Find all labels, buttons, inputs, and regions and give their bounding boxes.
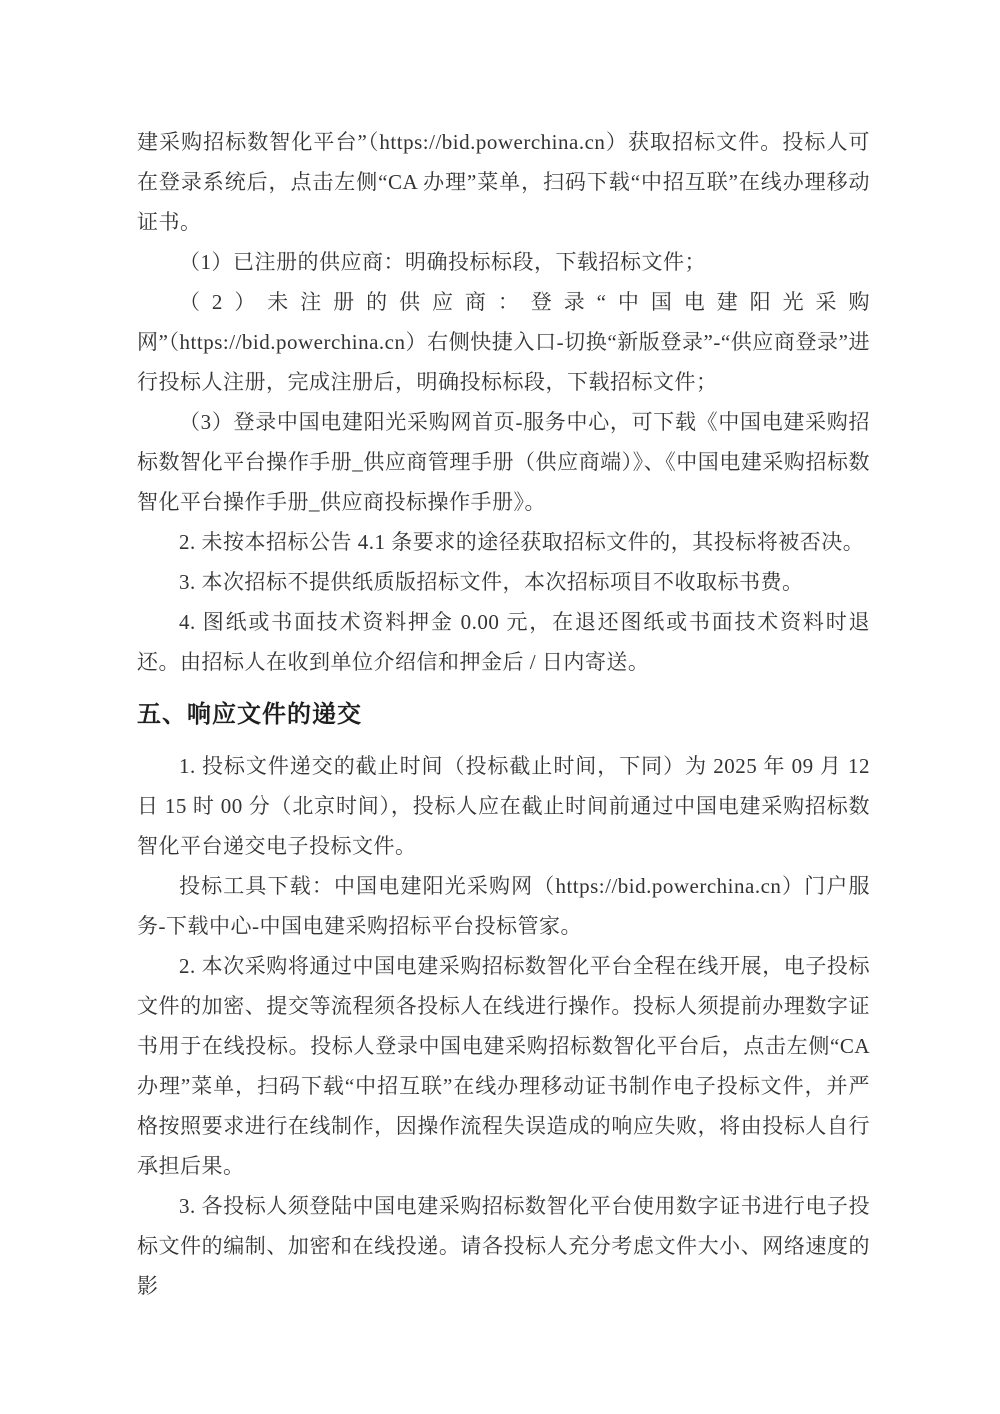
paragraph-digital-certificate-truncated: 3. 各投标人须登陆中国电建采购招标数智化平台使用数字证书进行电子投标文件的编制、加密和在线投递。请各投标人充分考虑文件大小、网络速度的影 — [137, 1194, 870, 1298]
section-heading-response-submission: 五、响应文件的递交 — [137, 701, 362, 728]
paragraph-deadline: 1. 投标文件递交的截止时间（投标截止时间，下同）为 2025 年 09 月 12 日 15 时 00 分（北京时间），投标人应在截止时间前通过中国电建采购招标数智化平台递交电子投标文件。 — [137, 754, 870, 858]
paragraph-file-acquisition-continuation: 建采购招标数智化平台”（https://bid.powerchina.cn）获取招标文件。投标人可在登录系统后，点击左侧“CA 办理”菜单，扫码下载“中招互联”在线办理移动证书。 — [137, 130, 870, 234]
list-item-unregistered-supplier: （2）未注册的供应商：登录“中国电建阳光采购网”（https://bid.powerchina.cn）右侧快捷入口-切换“新版登录”-“供应商登录”进行投标人注册，完成注册后，明确投标标段，下载招标文件； — [137, 290, 870, 394]
list-item-manual-download: （3）登录中国电建阳光采购网首页-服务中心，可下载《中国电建采购招标数智化平台操作手册_供应商管理手册（供应商端）》、《中国电建采购招标数智化平台操作手册_供应商投标操作手册》。 — [137, 410, 870, 514]
list-item-registered-supplier: （1）已注册的供应商：明确投标标段，下载招标文件； — [179, 250, 706, 274]
paragraph-clause-3-no-paper: 3. 本次招标不提供纸质版招标文件，本次招标项目不收取标书费。 — [179, 570, 804, 594]
paragraph-clause-4-deposit: 4. 图纸或书面技术资料押金 0.00 元，在退还图纸或书面技术资料时退还。由招标人在收到单位介绍信和押金后 / 日内寄送。 — [137, 610, 870, 674]
paragraph-online-process: 2. 本次采购将通过中国电建采购招标数智化平台全程在线开展，电子投标文件的加密、提交等流程须各投标人在线进行操作。投标人须提前办理数字证书用于在线投标。投标人登录中国电建采购招标数智化平台后，点击左侧“CA 办理”菜单，扫码下载“中招互联”在线办理移动证书制作电子投标文件，并严格按照要求进行在线制作，因操作流程失误造成的响应失败，将由投标人自行承担后果。 — [137, 954, 870, 1178]
document-content — [137, 122, 870, 1306]
paragraph-clause-2-rejection: 2. 未按本招标公告 4.1 条要求的途径获取招标文件的，其投标将被否决。 — [179, 530, 865, 554]
paragraph-bid-tool-download: 投标工具下载：中国电建阳光采购网（https://bid.powerchina.cn）门户服务-下载中心-中国电建采购招标平台投标管家。 — [137, 874, 870, 938]
